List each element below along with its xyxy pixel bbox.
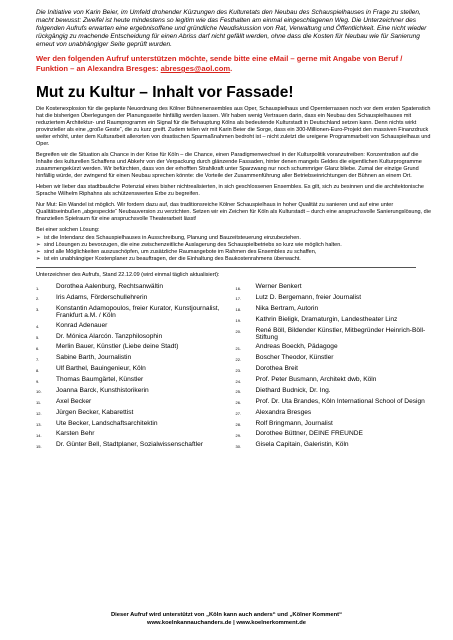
list-item-text: sind Lösungen zu bevorzugen, die eine zwischenzeitliche Auslagerung des Schauspielbetriebs so kurz wie möglich halten.	[44, 242, 342, 248]
signer-number: 21.	[235, 345, 242, 351]
signer-number: 7.	[36, 356, 40, 362]
signer-row	[236, 316, 434, 325]
signer-name: Thomas Baumgärtel, Künstler	[56, 376, 144, 383]
signer-number: 19.	[235, 318, 242, 324]
signer-row	[36, 294, 234, 303]
signer-row	[236, 441, 434, 450]
signer-number: 2.	[36, 296, 40, 302]
signer-number: 10.	[36, 389, 42, 395]
signer-number: 12.	[36, 411, 42, 417]
signer-row	[36, 430, 234, 439]
signer-name: Merlin Bauer, Künstler (Liebe deine Stadt)	[56, 343, 179, 351]
signer-row	[36, 376, 234, 385]
signer-name: Prof. Dr. Uta Brandes, Köln International School of Design	[255, 397, 425, 405]
signer-name: Prof. Peter Busmann, Architekt dwb, Köln	[255, 376, 377, 383]
list-item-text: sind alle Möglichkeiten auszuschöpfen, um zusätzliche Raumangebote im Rahmen des Ensembles zu schaffen,	[44, 249, 317, 255]
signer-row	[36, 387, 234, 396]
callout-text: Wer den folgenden Aufruf unterstützen möchte, sende bitte eine eMail – gerne mit Angabe von Beruf / Funktion – an Alexandra Bresges:	[36, 54, 403, 73]
list-item	[36, 242, 433, 249]
arrow-bullet-icon: ➢	[36, 256, 41, 262]
signer-number: 11.	[36, 400, 42, 406]
signer-row	[236, 283, 434, 292]
signers-column-right	[236, 283, 434, 452]
signer-name: Karsten Behr	[56, 430, 95, 438]
signer-name: Ute Becker, Landschaftsarchitektin	[56, 419, 158, 427]
signer-number: 25.	[235, 389, 242, 395]
support-callout	[36, 54, 433, 74]
signer-name: Sabine Barth, Journalistin	[56, 354, 132, 362]
signer-name: Kathrin Bieligk, Dramaturgin, Landestheater Linz	[255, 315, 398, 323]
signer-number: 6.	[36, 345, 40, 351]
footer	[0, 612, 453, 627]
signer-number: 14.	[36, 432, 42, 438]
signer-name: Andreas Boeckh, Pädagoge	[255, 343, 338, 351]
signer-row	[36, 305, 234, 320]
list-item-text: ist ein unabhängiger Kostenplaner zu beauftragen, der die Einhaltung des Baukostenrahmens überwacht.	[44, 256, 301, 262]
signer-row	[36, 322, 234, 331]
signer-number: 17.	[235, 296, 242, 302]
list-item-text: ist die Intendanz des Schauspielhauses in Ausschreibung, Planung und Bauzeitsteuerung einzubeziehen.	[44, 235, 301, 241]
signer-row	[236, 294, 434, 303]
footer-links[interactable]: www.koelnkannauchanders.de | www.koelnerkomment.de	[146, 619, 307, 626]
signer-number: 27.	[235, 411, 242, 417]
paragraph-courage: Nur Mut: Ein Wandel ist möglich. Wir fordern dazu auf, das traditionsreiche Kölner Schauspielhaus in hoher Qualität zu sanieren und auf eine unter Qualitätseinbußen „abgespeckte“ Neubauversion zu verzichten. Setzen wir ein Zeichen für Köln als Kulturstadt – durch eine anspruchsvolle Sanierungslösung, die finanziellen Spielraum für eine anspruchsvolle Theaterarbeit lässt!	[36, 202, 432, 222]
list-item	[36, 235, 433, 242]
signers-column-left	[36, 283, 234, 452]
signers-heading: Unterzeichner des Aufrufs, Stand 22.12.09 (wird einmal täglich aktualisiert):	[36, 272, 220, 278]
signer-row	[236, 365, 434, 374]
signer-number: 16.	[235, 285, 242, 291]
signer-name: Lutz D. Bergemann, freier Journalist	[255, 293, 362, 301]
list-item	[36, 256, 433, 263]
paragraph-chance: Begreifen wir die Situation als Chance in der Krise für Köln – die Chance, einen Paradigmenwechsel in der Kulturpolitik voranzutreiben: Konzentration auf die Inhalte des kulturellen Schaffens und Abkehr von der Verpackung durch glänzende Fassaden, hinter denen mangels Geldes die eigentlichen Kulturprogramme zusammengekürzt werden. Wir befürchten, dass von der erhofften Strahlkraft unter Sparzwang nur noch schummriger Glanz bliebe. Zumal der einzige Grund hinfällig würde, der zwingend für einen Neubau sprechen könnte: die Vorteile der Zusammenführung aller Betriebseinrichtungen der Bühnen an einem Ort.	[36, 152, 422, 179]
paragraph-cost-explosion: Die Kostenexplosion für die geplante Neuordnung des Kölner Bühnenensembles aus Oper, Schauspielhaus und Opernterrassen noch vor dem ersten Spatenstich hat die bisherigen Überlegungen der Planungsseite hinfällig werden lassen. Wir haben wenig Vertrauen darin, dass ein Neubau des Schauspielhauses mit reduziertem Architektur- und Raumprogramm ein Signal für die Behauptung Kölns als bedeutende Kulturstadt in Deutschland setzen kann. Denn nichts wirkt provinzieller als eine „große Geste“, die zu kurz greift. Zudem teilen wir mit Karin Beier die Sorge, dass ein 300-Millionen-Euro-Projekt den massiven Finanzdruck weiter erhöht, unter dem Kulturarbeit allerorten von drastischen Sparmaßnahmen bedroht ist – nicht zuletzt die ureigene Programmarbeit von Schauspielhaus und Oper.	[36, 106, 431, 147]
arrow-bullet-icon: ➢	[36, 235, 41, 241]
signer-number: 3.	[36, 307, 40, 313]
signer-name: Nika Bertram, Autorin	[255, 304, 319, 312]
signer-name: Jürgen Becker, Kabarettist	[56, 408, 134, 416]
list-item	[36, 249, 433, 256]
signer-number: 28.	[235, 422, 242, 428]
signer-name: Dorothee Büttner, DEINE FREUNDE	[255, 430, 363, 438]
signer-number: 30.	[235, 443, 242, 449]
signer-name: Dr. Mónica Alarcón. Tanzphilosophin	[56, 332, 163, 340]
signer-number: 15.	[36, 443, 42, 449]
signer-row	[36, 409, 234, 418]
signer-name: Konrad Adenauer	[56, 321, 108, 329]
signer-row	[236, 430, 434, 439]
demands-list	[36, 235, 433, 263]
signer-name: Ulf Barthel, Bauingenieur, Köln	[56, 365, 146, 373]
signer-number: 26.	[235, 400, 242, 406]
signer-number: 1.	[36, 285, 40, 291]
signer-number: 23.	[235, 367, 242, 373]
signer-row	[36, 420, 234, 429]
signer-number: 24.	[235, 378, 242, 384]
signer-row	[236, 343, 434, 352]
signer-name: Gisela Capitain, Galeristin, Köln	[255, 441, 349, 449]
signer-row	[236, 327, 434, 342]
signer-name: Rolf Bringmann, Journalist	[255, 419, 333, 427]
signer-name: Axel Becker	[56, 397, 92, 405]
arrow-bullet-icon: ➢	[36, 242, 41, 248]
signer-number: 22.	[235, 356, 242, 362]
divider	[36, 267, 416, 268]
signer-row	[236, 354, 434, 363]
signer-row	[36, 398, 234, 407]
signer-name: Joanna Barck, Kunsthistorikerin	[56, 386, 149, 394]
signer-name: Boscher Theodor, Künstler	[255, 354, 334, 362]
paragraph-solution-intro: Bei einer solchen Lösung:	[36, 227, 100, 233]
signers-list	[36, 283, 433, 452]
signer-row	[236, 376, 434, 385]
signer-number: 9.	[36, 378, 40, 384]
signer-row	[36, 441, 234, 450]
signer-name: Dorothea Aalenburg, Rechtsanwältin	[56, 283, 164, 290]
signer-number: 4.	[36, 324, 40, 330]
intro-paragraph: Die Initiative von Karin Beier, im Umfeld drohender Kürzungen des Kulturetats den Neubau des Schauspielhauses in Frage zu stellen, macht bewusst: Zweifel ist heute mindestens so legitim wie das Festhalten am einmal eingeschlagenen Weg. Die Unterzeichner des folgenden Aufrufs erwarten eine ergebnisoffene und gründliche Neudiskussion von Rat, Verwaltung und Öffentlichkeit. Eine nicht wieder rückgängig zu machende Entscheidung für einen Abriss darf nicht gefällt werden, ohne dass die Kosten für Neubau wie für Sanierung erneut von unabhängiger Seite geprüft wurden.	[36, 9, 427, 48]
signer-row	[36, 333, 234, 342]
signer-number: 29.	[235, 432, 242, 438]
signer-row	[236, 305, 434, 314]
signer-row	[236, 387, 434, 396]
signer-row	[236, 420, 434, 429]
paragraph-ensemble: Heben wir lieber das stadtbauliche Potenzial eines bisher nichtrealisierten, in sich geschlossenen Ensembles. Es gilt, sich zu besinnen und die architektonische Sprache Wilhelm Riphahns als schützenswertes Erbe zu begreifen.	[36, 184, 424, 197]
page-title: Mut zu Kultur – Inhalt vor Fassade!	[36, 84, 294, 101]
callout-end: .	[230, 64, 233, 73]
signer-row	[236, 409, 434, 418]
signer-name: René Böll, Bildender Künstler, Mitbegründer Heinrich-Böll-Stiftung	[255, 326, 426, 342]
signer-number: 20.	[235, 329, 242, 335]
signer-name: Werner Benkert	[255, 283, 302, 290]
signer-name: Konstantin Adamopoulos, freier Kurator, Kunstjournalist, Frankfurt a.M. / Köln	[56, 304, 220, 320]
signer-row	[36, 365, 234, 374]
signer-name: Dorothea Breit	[255, 365, 299, 373]
signer-name: Iris Adams, Förderschullehrerin	[56, 293, 148, 301]
signer-number: 8.	[36, 367, 40, 373]
signer-number: 13.	[36, 422, 42, 428]
arrow-bullet-icon: ➢	[36, 249, 41, 255]
signer-name: Alexandra Bresges	[255, 408, 312, 416]
signer-row	[36, 283, 234, 292]
signer-number: 18.	[235, 307, 242, 313]
signer-row	[236, 398, 434, 407]
signer-name: Diethard Budnick, Dr. Ing.	[255, 386, 331, 394]
email-link[interactable]: abresges@aol.com	[160, 64, 231, 73]
signer-row	[36, 354, 234, 363]
signer-row	[36, 343, 234, 352]
signer-number: 5.	[36, 335, 40, 341]
footer-supporters: Dieser Aufruf wird unterstützt von „Köln kann auch anders“ und „Kölner Komment“	[110, 612, 343, 618]
signer-name: Dr. Günter Bell, Stadtplaner, Sozialwissenschaftler	[56, 441, 203, 449]
